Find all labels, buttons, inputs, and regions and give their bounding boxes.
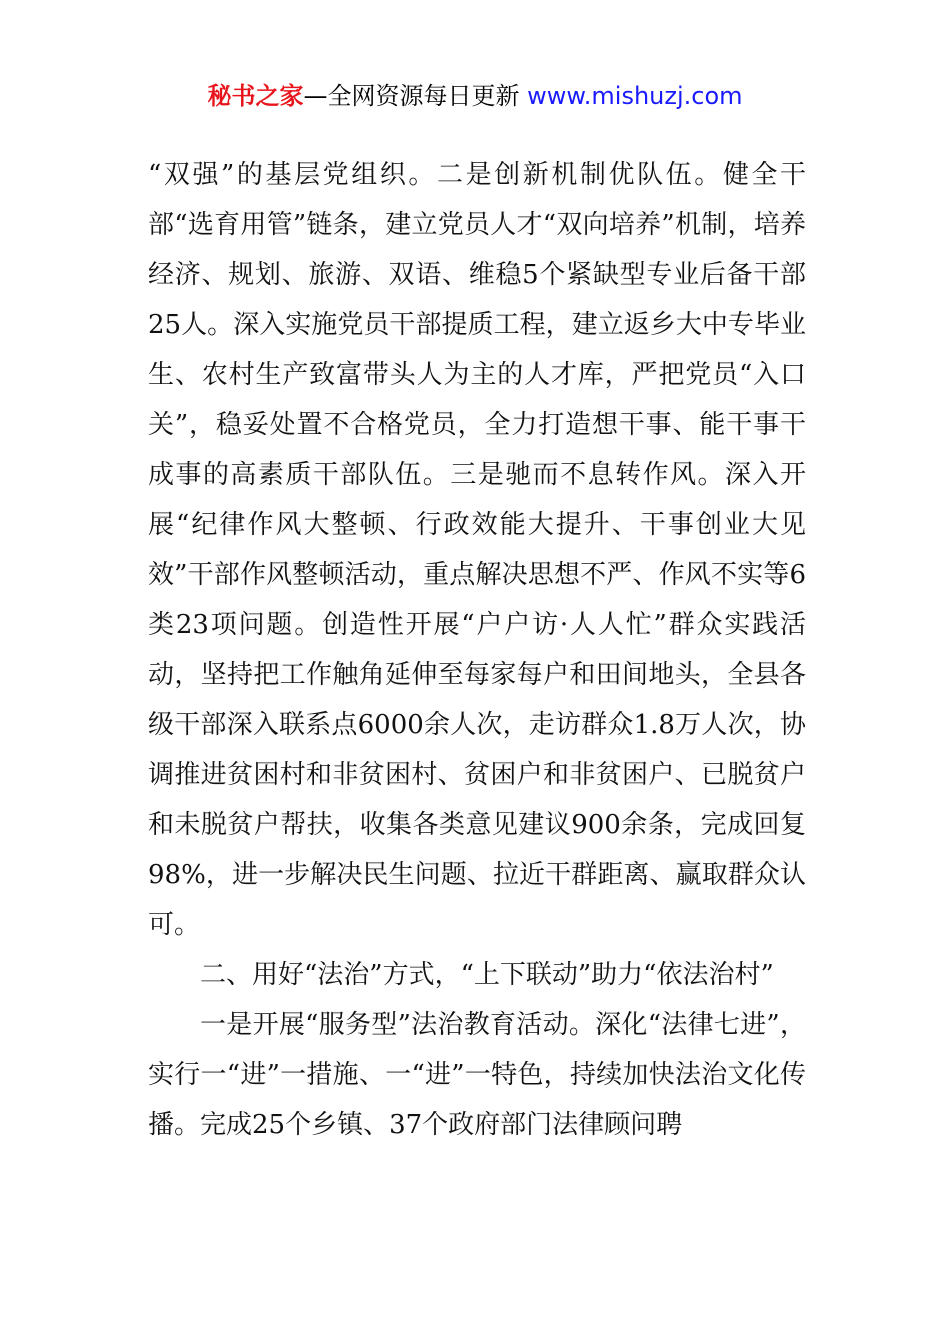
paragraph-continuation: “双强”的基层党组织。二是创新机制优队伍。健全干部“选育用管”链条，建立党员人才“双向培养”机制，培养经济、规划、旅游、双语、维稳5个紧缺型专业后备干部25人。深入实施党员干部提质工程，建立返乡大中专毕业生、农村生产致富带头人为主的人才库，严把党员“入口关”，稳妥处置不合格党员，全力打造想干事、能干事干成事的高素质干部队伍。三是驰而不息转作风。深入开展“纪律作风大整顿、行政效能大提升、干事创业大见效”干部作风整顿活动，重点解决思想不严、作风不实等6类23项问题。创造性开展“户户访·人人忙”群众实践活动，坚持把工作触角延伸至每家每户和田间地头，全县各级干部深入联系点6000余人次，走访群众1.8万人次，协调推进贫困村和非贫困村、贫困户和非贫困户、已脱贫户和未脱贫户帮扶，收集各类意见建议900余条，完成回复98%，进一步解决民生问题、拉近干群距离、赢取群众认可。 bbox=[148, 160, 806, 940]
document-body bbox=[148, 150, 806, 1150]
site-url-link[interactable]: www.mishuzj.com bbox=[527, 82, 743, 110]
section-heading: 二、用好“法治”方式，“上下联动”助力“依法治村” bbox=[200, 960, 774, 990]
brand-name: 秘书之家 bbox=[207, 82, 304, 110]
header-tagline: —全网资源每日更新 bbox=[303, 82, 528, 110]
site-header bbox=[0, 80, 950, 112]
paragraph: 一是开展“服务型”法治教育活动。深化“法律七进”，实行一“进”一措施、一“进”一特色，持续加快法治文化传播。完成25个乡镇、37个政府部门法律顾问聘 bbox=[148, 1010, 806, 1140]
